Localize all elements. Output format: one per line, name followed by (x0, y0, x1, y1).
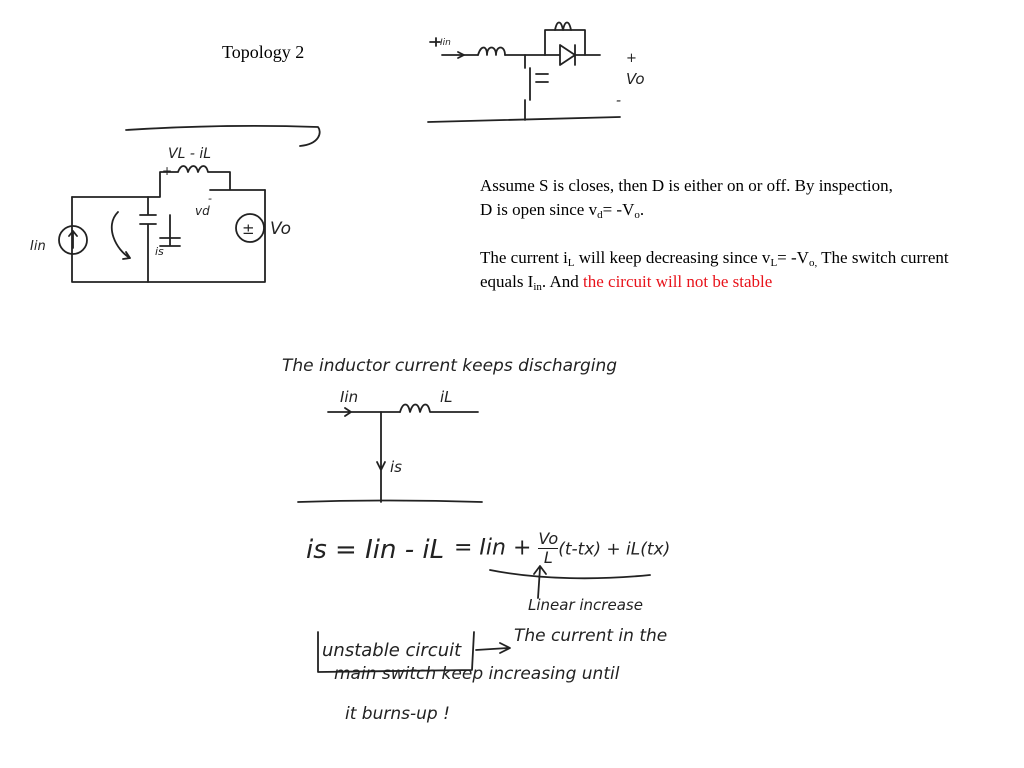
is-label: is (155, 245, 164, 258)
svg-text:-: - (208, 192, 212, 205)
il-label: iL (440, 388, 453, 406)
left-circuit-sketch (30, 126, 320, 282)
burns-up-note: it burns-up ! (345, 704, 450, 724)
top-circuit-sketch (428, 23, 645, 123)
is-label-bottom: is (390, 458, 402, 476)
switch-current-equation: is = Iin - iL (306, 535, 445, 565)
top-inductor (478, 48, 505, 56)
switch-note: main switch keep increasing until (334, 664, 620, 684)
vd-label: vd (195, 204, 210, 218)
top-diode (545, 45, 600, 65)
paragraph-1: Assume S is closes, then D is either on or off. By inspection, D is open since $v_d= -V_o$. (480, 176, 893, 221)
slide-title: Topology 2 (222, 42, 305, 62)
left-vo-label: Vo (270, 219, 292, 239)
unstable-circuit-box: unstable circuit (322, 640, 462, 661)
left-iin-label: Iin (30, 239, 46, 254)
svg-text:±: ± (242, 220, 255, 238)
inductor-note-heading: The inductor current keeps discharging (282, 356, 618, 376)
svg-text:+: + (626, 51, 637, 66)
vl-il-label: VL - iL (168, 146, 212, 162)
current-note: The current in the (514, 626, 668, 646)
paragraph-2: The current $i_L$ will keep decreasing since $v_L= -V_{o,}$ The switch current equals $I_{in}$. And the circuit will not be stable (480, 248, 949, 293)
expanded-equation: = Iin + $\frac{Vo}{L}$ (t-tx) + iL(tx) (454, 529, 671, 567)
top-iin-label: Iin (440, 38, 451, 48)
linear-increase-note: Linear increase (528, 596, 643, 614)
iin-label: Iin (340, 388, 359, 406)
svg-text:-: - (616, 93, 622, 109)
unstable-warning: the circuit will not be stable (583, 272, 773, 291)
svg-text:+: + (162, 164, 173, 178)
top-vo-label: Vo (626, 70, 645, 88)
